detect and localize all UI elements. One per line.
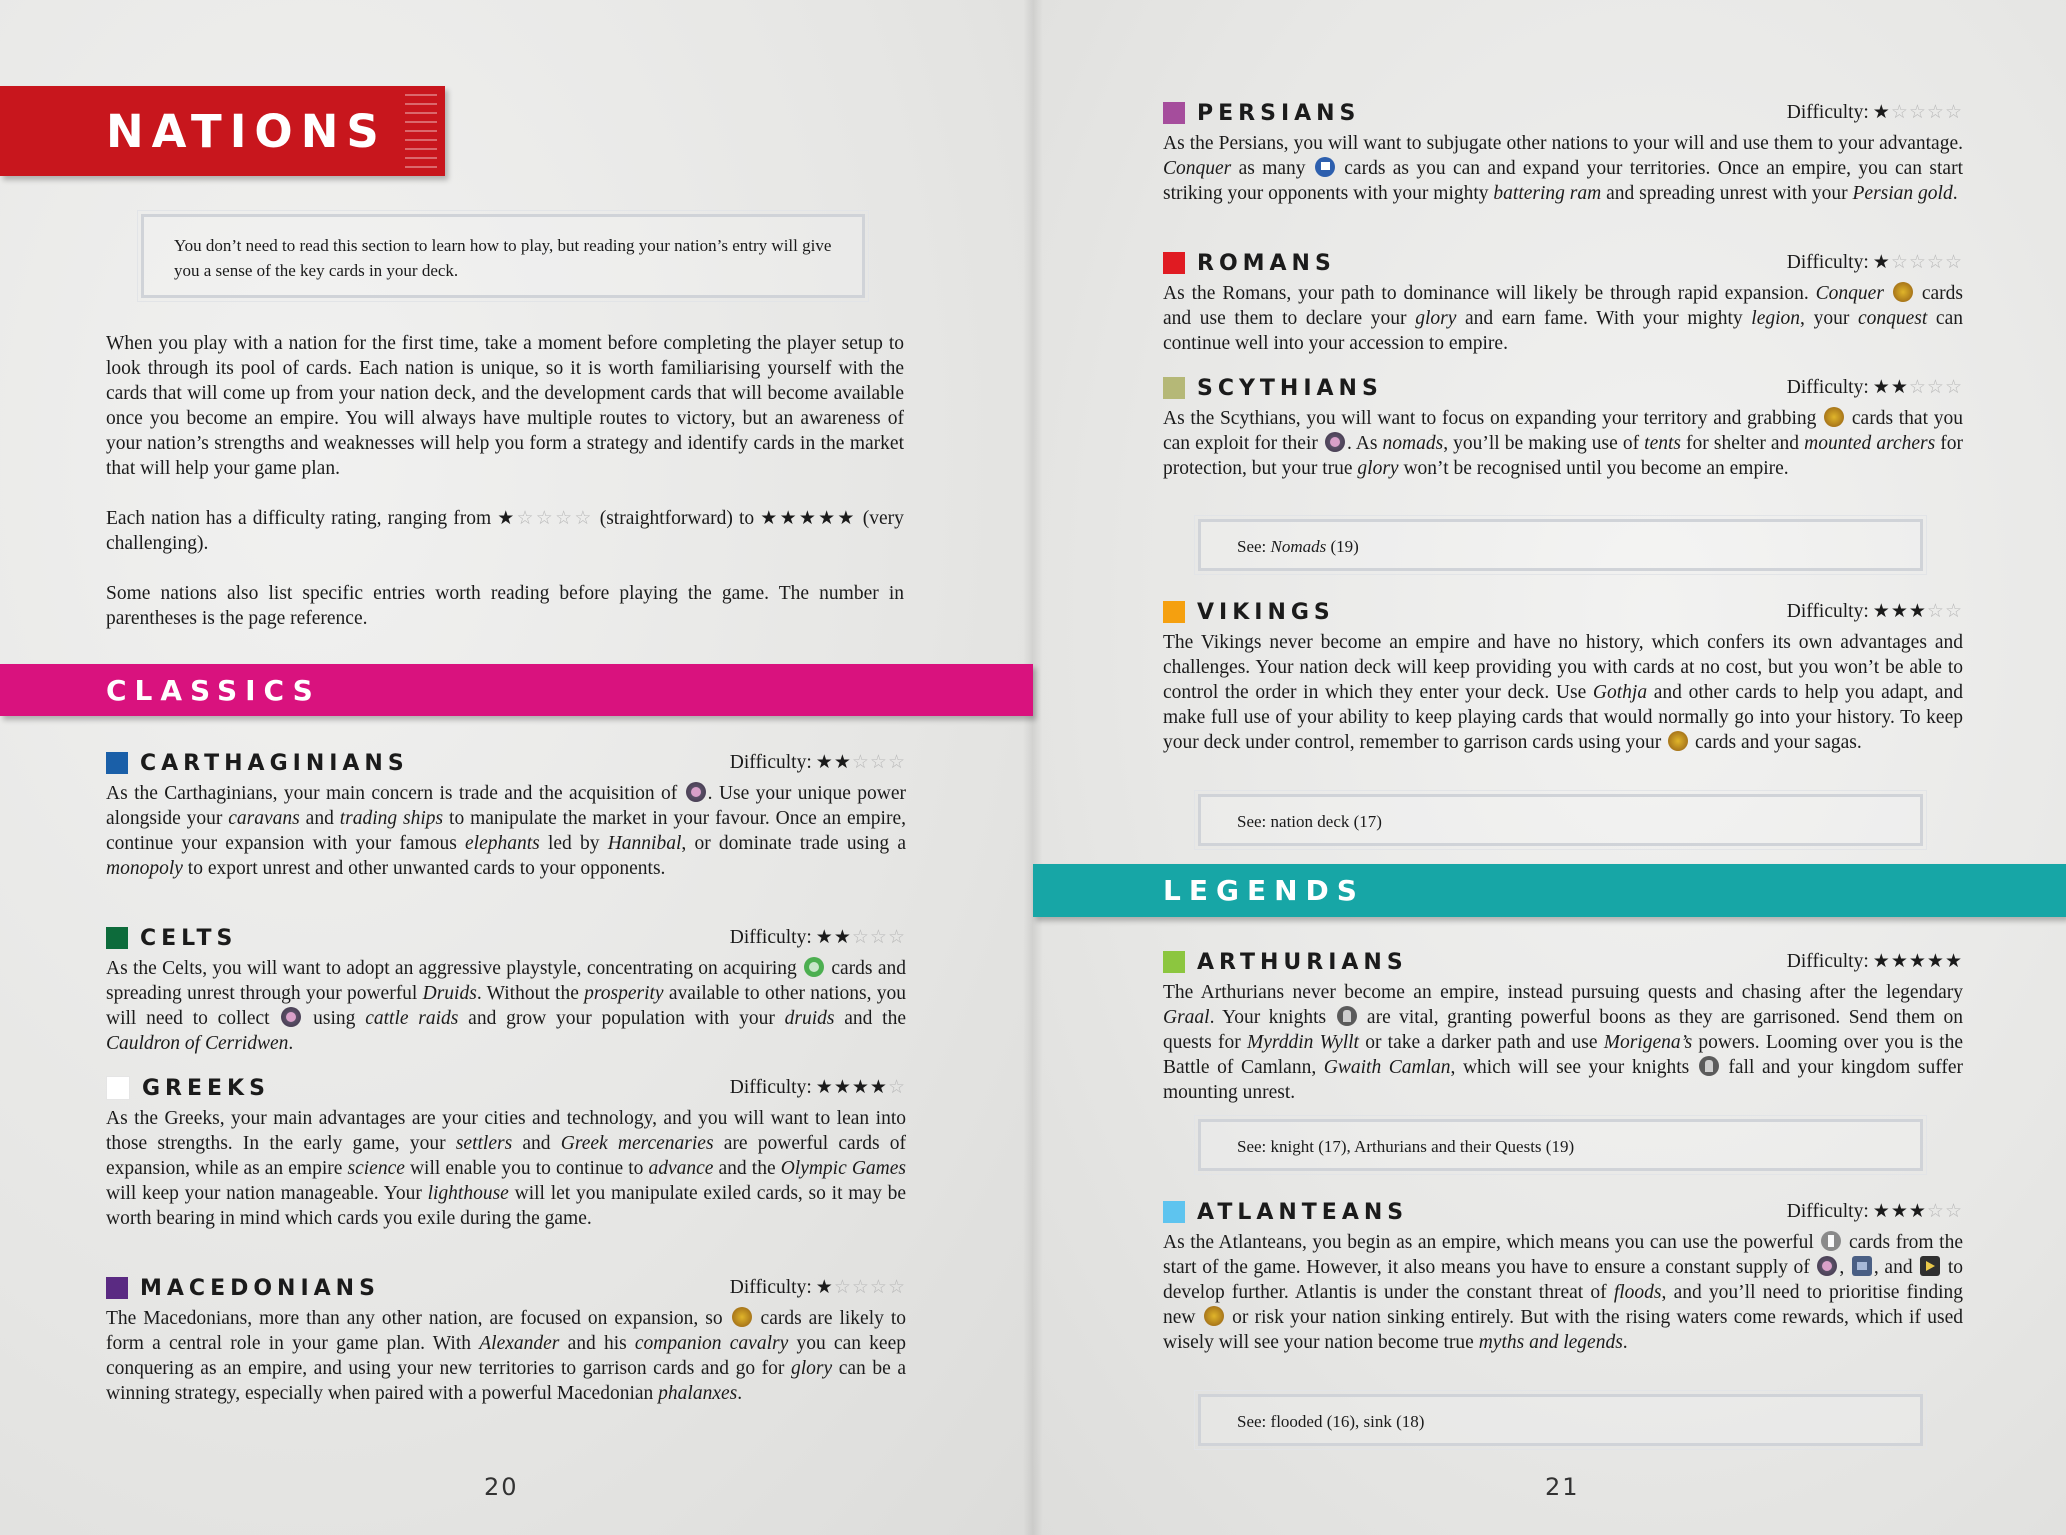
page-title: NATIONS [106, 104, 387, 158]
pillar-icon [1821, 1231, 1841, 1251]
star-rating-example-low [497, 508, 593, 529]
star-empty-icon: ☆ [851, 926, 870, 948]
nation-name: CARTHAGINIANS [140, 750, 409, 776]
see-page-ref: (19) [1330, 537, 1359, 556]
see-label: See: [1237, 812, 1267, 831]
star-empty-icon: ☆ [1926, 251, 1945, 273]
difficulty-text-b: (straightforward) to [599, 508, 755, 529]
see-also-box-atlanteans [1198, 1394, 1923, 1446]
see-also-box-scythians [1198, 519, 1923, 571]
nation-entry-macedonians [106, 1274, 906, 1406]
nation-entry-atlanteans [1163, 1198, 1963, 1355]
nation-entry-carthaginians [106, 749, 906, 881]
nation-color-swatch [106, 927, 128, 949]
section-title-legends: LEGENDS [1163, 874, 1365, 907]
star-empty-icon: ☆ [1926, 1200, 1945, 1222]
see-reference: nation deck (17) [1270, 812, 1382, 831]
nation-description: The Macedonians, more than any other nation, are focused on expansion, so cards are likely to form a central role in your game plan. With Alexander and his companion cavalry you can keep conquering as an empire, and using your new territories to garrison cards and go for glory can be a winning strategy, especially when paired with a powerful Macedonian phalanxes. [106, 1308, 907, 1404]
difficulty-rating [730, 1076, 906, 1099]
star-filled-icon: ★ [798, 507, 819, 529]
star-empty-icon: ☆ [1890, 251, 1909, 273]
star-filled-icon: ★ [851, 1076, 870, 1098]
star-empty-icon: ☆ [887, 751, 906, 773]
intro-note-box [141, 214, 865, 298]
nation-description: As the Greeks, your main advantages are your cities and technology, and you will want to lean into those strengths. In the early game, your settlers and Greek mercenaries are powerful cards of expansion, while as an empire science will enable you to continue to advance and the Olympic Games will keep your nation manageable. Your lighthouse will let you manipulate exiled cards, so it may be worth bearing in mind which cards you exile during the game. [106, 1108, 906, 1229]
star-empty-icon: ☆ [1926, 101, 1945, 123]
nation-color-swatch [1163, 951, 1185, 973]
star-filled-icon: ★ [1944, 950, 1963, 972]
page-number-left: 20 [484, 1473, 519, 1501]
city-icon [1852, 1256, 1872, 1276]
difficulty-paragraph [106, 506, 904, 556]
region-icon [1668, 731, 1688, 751]
difficulty-label: Difficulty: [1786, 377, 1869, 398]
nation-color-swatch [1163, 1201, 1185, 1223]
legends-section-banner [1033, 864, 2066, 917]
star-empty-icon: ☆ [833, 1276, 852, 1298]
star-filled-icon: ★ [1872, 600, 1891, 622]
star-filled-icon: ★ [1926, 950, 1945, 972]
star-empty-icon: ☆ [574, 507, 594, 529]
star-empty-icon: ☆ [1926, 600, 1945, 622]
page-gutter [1023, 0, 1043, 1535]
population-icon [1817, 1256, 1837, 1276]
nation-entry-arthurians [1163, 948, 1963, 1105]
see-reference: Nomads [1270, 537, 1327, 556]
difficulty-rating [730, 751, 906, 774]
classics-section-banner [0, 664, 1033, 716]
star-empty-icon: ☆ [1908, 101, 1927, 123]
region-icon [732, 1307, 752, 1327]
star-filled-icon: ★ [1890, 1200, 1909, 1222]
star-filled-icon: ★ [1908, 600, 1927, 622]
star-filled-icon: ★ [497, 507, 517, 529]
star-empty-icon: ☆ [555, 507, 575, 529]
star-filled-icon: ★ [1908, 950, 1927, 972]
star-rating [1873, 1201, 1963, 1222]
nation-name: MACEDONIANS [140, 1275, 380, 1301]
nation-description: As the Scythians, you will want to focus on expanding your territory and grabbing cards that you can exploit for their . As nomads, you’ll be making use of tents for shelter and mounted archers for protection, but your true glory won’t be recognised until you become an empire. [1163, 408, 1963, 479]
star-filled-icon: ★ [1872, 101, 1891, 123]
nation-name: ATLANTEANS [1197, 1199, 1409, 1225]
star-filled-icon: ★ [1872, 1200, 1891, 1222]
knight-icon [1337, 1006, 1357, 1026]
star-rating [816, 752, 906, 773]
star-rating [1873, 252, 1963, 273]
nation-entry-romans [1163, 249, 1963, 356]
nation-description: As the Carthaginians, your main concern is trade and the acquisition of . Use your unique power alongside your caravans and trading ships to manipulate the market in your favour. Once an empire, continue your expansion with your famous elephants led by Hannibal, or dominate trade using a monopoly to export unrest and other unwanted cards to your opponents. [106, 783, 907, 879]
nation-description: As the Romans, your path to dominance will likely be through rapid expansion. Conquer cards and use them to declare your glory and earn fame. With your mighty legion, your conquest can continue well into your accession to empire. [1163, 283, 1963, 354]
star-rating [1873, 102, 1963, 123]
difficulty-label: Difficulty: [1786, 102, 1869, 123]
see-reference: flooded (16), sink (18) [1270, 1412, 1425, 1431]
difficulty-rating [1787, 1200, 1963, 1223]
nation-entry-celts [106, 924, 906, 1056]
star-empty-icon: ☆ [1944, 600, 1963, 622]
star-empty-icon: ☆ [1926, 376, 1945, 398]
difficulty-label: Difficulty: [729, 1077, 812, 1098]
nation-color-swatch [1163, 252, 1185, 274]
star-empty-icon: ☆ [1908, 376, 1927, 398]
difficulty-label: Difficulty: [729, 1277, 812, 1298]
star-empty-icon: ☆ [535, 507, 556, 529]
nation-color-swatch [106, 1076, 130, 1100]
difficulty-label: Difficulty: [1786, 252, 1869, 273]
star-rating [1873, 951, 1963, 972]
difficulty-label: Difficulty: [1786, 601, 1869, 622]
difficulty-text-c: (very challenging). [106, 508, 904, 554]
star-filled-icon: ★ [869, 1076, 888, 1098]
star-filled-icon: ★ [818, 507, 838, 529]
star-empty-icon: ☆ [1944, 1200, 1963, 1222]
region-icon [1893, 282, 1913, 302]
nation-color-swatch [1163, 102, 1185, 124]
see-also-box-vikings [1198, 794, 1923, 846]
star-filled-icon: ★ [837, 507, 857, 529]
see-label: See: [1237, 537, 1267, 556]
meander-pattern [405, 94, 437, 168]
nation-description: As the Atlanteans, you begin as an empire, which means you can use the powerful cards from the start of the game. However, it also means you have to ensure a constant supply of , , and to develop further. Atlantis is under the constant threat of floods, and you’ll need to prioritise finding new or risk your nation sinking entirely. But with the rising waters come rewards, which if used wisely will see your nation become true myths and legends. [1163, 1232, 1964, 1353]
nation-description: As the Persians, you will want to subjugate other nations to your will and use them to your advantage. Conquer as many cards as you can and expand your territories. Once an empire, you can start striking your opponents with your mighty battering ram and spreading unrest with your Persian gold. [1163, 133, 1963, 204]
difficulty-text-a: Each nation has a difficulty rating, ranging from [106, 508, 492, 529]
star-filled-icon: ★ [833, 926, 852, 948]
star-rating [1873, 377, 1963, 398]
difficulty-label: Difficulty: [729, 752, 812, 773]
star-empty-icon: ☆ [869, 751, 888, 773]
intro-paragraph: When you play with a nation for the first time, take a moment before completing the player setup to look through its pool of cards. Each nation is unique, so it is worth familiarising yourself with the cards that will come up from your nation deck, and the development cards that will become available once you become an empire. You will always have multiple routes to victory, but an awareness of your nation’s strengths and weaknesses will help you form a strategy and identify cards in the market that will help your game plan. [106, 333, 904, 479]
see-also-box-arthurians [1198, 1119, 1923, 1171]
subjugate-icon [1315, 157, 1335, 177]
difficulty-rating [1787, 376, 1963, 399]
difficulty-rating [730, 1276, 906, 1299]
see-label: See: [1237, 1412, 1267, 1431]
star-empty-icon: ☆ [516, 507, 536, 529]
star-filled-icon: ★ [815, 1076, 834, 1098]
nation-name: VIKINGS [1197, 599, 1335, 625]
star-empty-icon: ☆ [887, 1276, 906, 1298]
star-rating [816, 1077, 906, 1098]
star-filled-icon: ★ [1908, 1200, 1927, 1222]
knight-icon [1699, 1056, 1719, 1076]
population-icon [281, 1007, 301, 1027]
star-empty-icon: ☆ [887, 926, 906, 948]
nation-name: GREEKS [142, 1075, 270, 1101]
star-empty-icon: ☆ [1944, 101, 1963, 123]
nation-name: PERSIANS [1197, 100, 1361, 126]
star-empty-icon: ☆ [1944, 376, 1963, 398]
star-filled-icon: ★ [833, 1076, 852, 1098]
nation-color-swatch [106, 752, 128, 774]
star-rating [816, 927, 906, 948]
star-filled-icon: ★ [1872, 950, 1891, 972]
nation-name: ARTHURIANS [1197, 949, 1408, 975]
nation-description: The Arthurians never become an empire, instead pursuing quests and chasing after the legendary Graal. Your knights are vital, granting powerful boons as they are garrisoned. Send them on quests for Myrddin Wyllt or take a darker path and use Morigena’s powers. Looming over you is the Battle of Camlann, Gwaith Camlan, which will see your knights fall and your kingdom suffer mounting unrest. [1163, 982, 1963, 1103]
nation-entry-greeks [106, 1074, 906, 1231]
star-filled-icon: ★ [779, 507, 799, 529]
difficulty-label: Difficulty: [1786, 951, 1869, 972]
star-empty-icon: ☆ [869, 926, 888, 948]
page-reference-paragraph: Some nations also list specific entries worth reading before playing the game. The number in parentheses is the page reference. [106, 583, 904, 629]
star-empty-icon: ☆ [1908, 251, 1927, 273]
nation-description: As the Celts, you will want to adopt an aggressive playstyle, concentrating on acquiring cards and spreading unrest through your powerful Druids. Without the prosperity available to other nations, you will need to collect using cattle raids and grow your population with your druids and the Cauldron of Cerridwen. [106, 958, 907, 1054]
intro-note-text: You don’t need to read this section to learn how to play, but reading your nation’s entry will give you a sense of the key cards in your deck. [174, 236, 832, 280]
star-empty-icon: ☆ [887, 1076, 906, 1098]
difficulty-rating [730, 926, 906, 949]
difficulty-rating [1787, 950, 1963, 973]
section-title-classics: CLASSICS [106, 673, 321, 707]
star-empty-icon: ☆ [851, 751, 870, 773]
star-empty-icon: ☆ [851, 1276, 870, 1298]
nation-color-swatch [106, 1277, 128, 1299]
star-filled-icon: ★ [815, 1276, 834, 1298]
region-icon [1824, 407, 1844, 427]
nation-name: SCYTHIANS [1197, 375, 1383, 401]
nation-description: The Vikings never become an empire and have no history, which confers its own advantages and challenges. Your nation deck will keep providing you with cards at no cost, but you won’t be able to control the order in which they enter your deck. Use Gothja and other cards to help you adapt, and make full use of your ability to keep playing cards that would normally go into your history. To keep your deck under control, remember to garrison cards using your cards and your sagas. [1163, 632, 1963, 753]
star-filled-icon: ★ [833, 751, 852, 773]
see-reference: knight (17), Arthurians and their Quests (19) [1270, 1137, 1575, 1156]
star-rating [816, 1277, 906, 1298]
nation-color-swatch [1163, 601, 1185, 623]
see-label: See: [1237, 1137, 1267, 1156]
difficulty-rating [1787, 251, 1963, 274]
nations-title-banner [0, 86, 445, 176]
population-icon [1325, 432, 1345, 452]
nation-entry-persians [1163, 99, 1963, 206]
population-icon [686, 782, 706, 802]
difficulty-label: Difficulty: [729, 927, 812, 948]
star-rating [1873, 601, 1963, 622]
star-filled-icon: ★ [760, 507, 780, 529]
difficulty-rating [1787, 101, 1963, 124]
region-icon [1204, 1306, 1224, 1326]
page-number-right: 21 [1545, 1473, 1580, 1501]
nation-name: CELTS [140, 925, 238, 951]
star-filled-icon: ★ [1890, 950, 1909, 972]
advance-icon [1920, 1256, 1940, 1276]
star-filled-icon: ★ [1890, 376, 1909, 398]
star-empty-icon: ☆ [869, 1276, 888, 1298]
star-filled-icon: ★ [1872, 376, 1891, 398]
nation-color-swatch [1163, 377, 1185, 399]
star-filled-icon: ★ [815, 926, 834, 948]
star-filled-icon: ★ [1872, 251, 1891, 273]
nation-entry-scythians [1163, 374, 1963, 481]
difficulty-rating [1787, 600, 1963, 623]
star-filled-icon: ★ [1890, 600, 1909, 622]
unrest-icon [804, 957, 824, 977]
difficulty-label: Difficulty: [1786, 1201, 1869, 1222]
star-empty-icon: ☆ [1890, 101, 1909, 123]
nation-entry-vikings [1163, 598, 1963, 755]
star-filled-icon: ★ [815, 751, 834, 773]
star-empty-icon: ☆ [1944, 251, 1963, 273]
nation-name: ROMANS [1197, 250, 1336, 276]
star-rating-example-high [760, 508, 856, 529]
